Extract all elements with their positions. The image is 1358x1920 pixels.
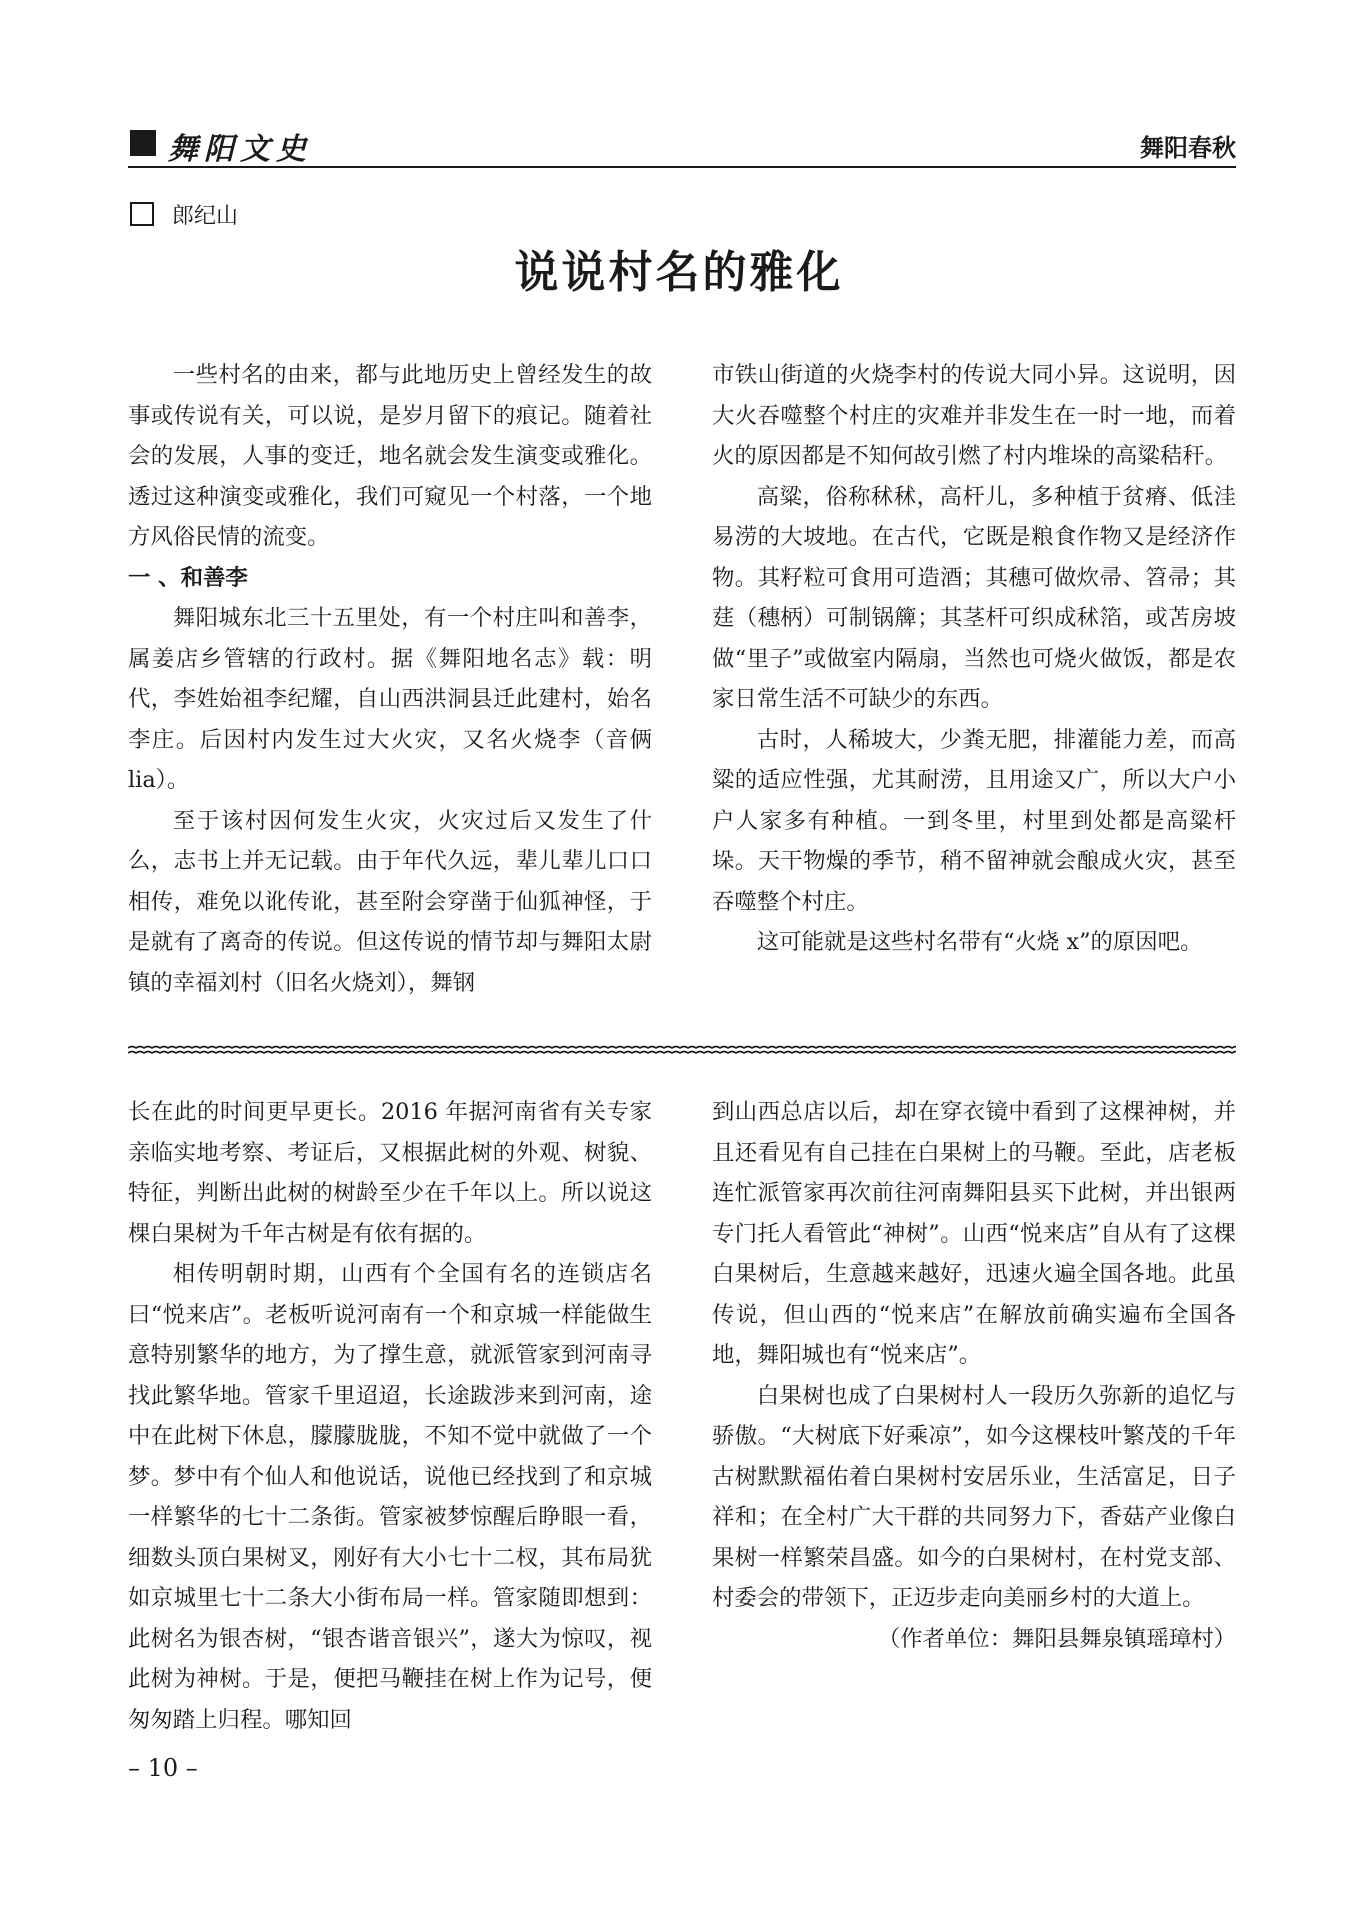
- paragraph: 舞阳城东北三十五里处，有一个村庄叫和善李，属姜店乡管辖的行政村。据《舞阳地名志》载：明代，李姓始祖李纪耀，自山西洪洞县迁此建村，始名李庄。后因村内发生过大火灾，又名火烧李（音俩 lia）。: [128, 605, 652, 793]
- column-top-left: [128, 355, 652, 1003]
- paragraph: 至于该村因何发生火灾，火灾过后又发生了什么，志书上并无记载。由于年代久远，辈儿辈儿口口相传，难免以讹传讹，甚至附会穿凿于仙狐神怪，于是就有了离奇的传说。但这传说的情节却与舞阳太尉镇的幸福刘村（旧名火烧刘），舞钢: [128, 807, 652, 996]
- header-square-icon: [130, 130, 156, 156]
- paragraph: 白果树也成了白果树村人一段历久弥新的追忆与骄傲。“大树底下好乘凉”，如今这棵枝叶繁茂的千年古树默默福佑着白果树村安居乐业，生活富足，日子祥和；在全村广大干群的共同努力下，香菇产业像白果树一样繁荣昌盛。如今的白果树村，在村党支部、村委会的带领下，正迈步走向美丽乡村的大道上。: [712, 1382, 1236, 1611]
- paragraph: 到山西总店以后，却在穿衣镜中看到了这棵神树，并且还看见有自己挂在白果树上的马鞭。至此，店老板连忙派管家再次前往河南舞阳县买下此树，并出银两专门托人看管此“神树”。山西“悦来店”自从有了这棵白果树后，生意越来越好，迅速火遍全国各地。此虽传说，但山西的“悦来店”在解放前确实遍布全国各地，舞阳城也有“悦来店”。: [712, 1099, 1236, 1368]
- paragraph: 相传明朝时期，山西有个全国有名的连锁店名曰“悦来店”。老板听说河南有一个和京城一样能做生意特别繁华的地方，为了撑生意，就派管家到河南寻找此繁华地。管家千里迢迢，长途跋涉来到河南，途中在此树下休息，朦朦胧胧，不知不觉中就做了一个梦。梦中有个仙人和他说话，说他已经找到了和京城一样繁华的七十二条街。管家被梦惊醒后睁眼一看，细数头顶白果树叉，刚好有大小七十二杈，其布局犹如京城里七十二条大小街布局一样。管家随即想到：此树名为银杏树，“银杏谐音银兴”，遂大为惊叹，视此树为神树。于是，便把马鞭挂在树上作为记号，便匆匆踏上归程。哪知回: [128, 1261, 652, 1733]
- paragraph: （作者单位：舞阳县舞泉镇瑶璋村）: [877, 1625, 1236, 1652]
- wavy-divider: [128, 1043, 1236, 1057]
- column-bottom-right: [712, 1092, 1236, 1659]
- paragraph: 古时，人稀坡大，少粪无肥，排灌能力差，而高粱的适应性强，尤其耐涝，且用途又广，所以大户小户人家多有种植。一到冬里，村里到处都是高粱杆垛。天干物燥的季节，稍不留神就会酿成火灾，甚至吞噬整个村庄。: [712, 726, 1236, 915]
- author-line: [130, 199, 238, 229]
- paragraph: 市铁山街道的火烧李村的传说大同小异。这说明，因大火吞噬整个村庄的灾难并非发生在一时一地，而着火的原因都是不知何故引燃了村内堆垛的高粱秸秆。: [712, 362, 1236, 469]
- page-header: [128, 120, 1236, 168]
- author-name: 郎纪山: [172, 204, 239, 229]
- paragraph: 高粱，俗称秫秫，高杆儿，多种植于贫瘠、低洼易涝的大坡地。在古代，它既是粮食作物又是经济作物。其籽粒可食用可造酒；其穗可做炊帚、笤帚；其莛（穗柄）可制锅簰；其茎杆可织成秫箔，或苫房坡做“里子”或做室内隔扇，当然也可烧火做饭，都是农家日常生活不可缺少的东西。: [712, 483, 1236, 712]
- paragraph: 一 、和善李: [128, 564, 248, 591]
- article-title: 说说村名的雅化: [514, 247, 844, 298]
- column-title: 舞阳文史: [168, 132, 312, 167]
- author-box-icon: [130, 202, 154, 226]
- page-number: – 10 –: [128, 1754, 198, 1782]
- column-top-right: [712, 355, 1236, 963]
- paragraph: 长在此的时间更早更长。2016 年据河南省有关专家亲临实地考察、考证后，又根据此树的外观、树貌、特征，判断出此树的树龄至少在千年以上。所以说这棵白果树为千年古树是有依有据的。: [128, 1099, 652, 1247]
- column-bottom-left: [128, 1092, 652, 1740]
- paragraph: 一些村名的由来，都与此地历史上曾经发生的故事或传说有关，可以说，是岁月留下的痕记。随着社会的发展，人事的变迁，地名就会发生演变或雅化。透过这种演变或雅化，我们可窥见一个村落，一个地方风俗民情的流变。: [128, 362, 652, 550]
- section-name: 舞阳春秋: [1140, 134, 1236, 162]
- paragraph: 这可能就是这些村名带有“火烧 x”的原因吧。: [756, 929, 1203, 955]
